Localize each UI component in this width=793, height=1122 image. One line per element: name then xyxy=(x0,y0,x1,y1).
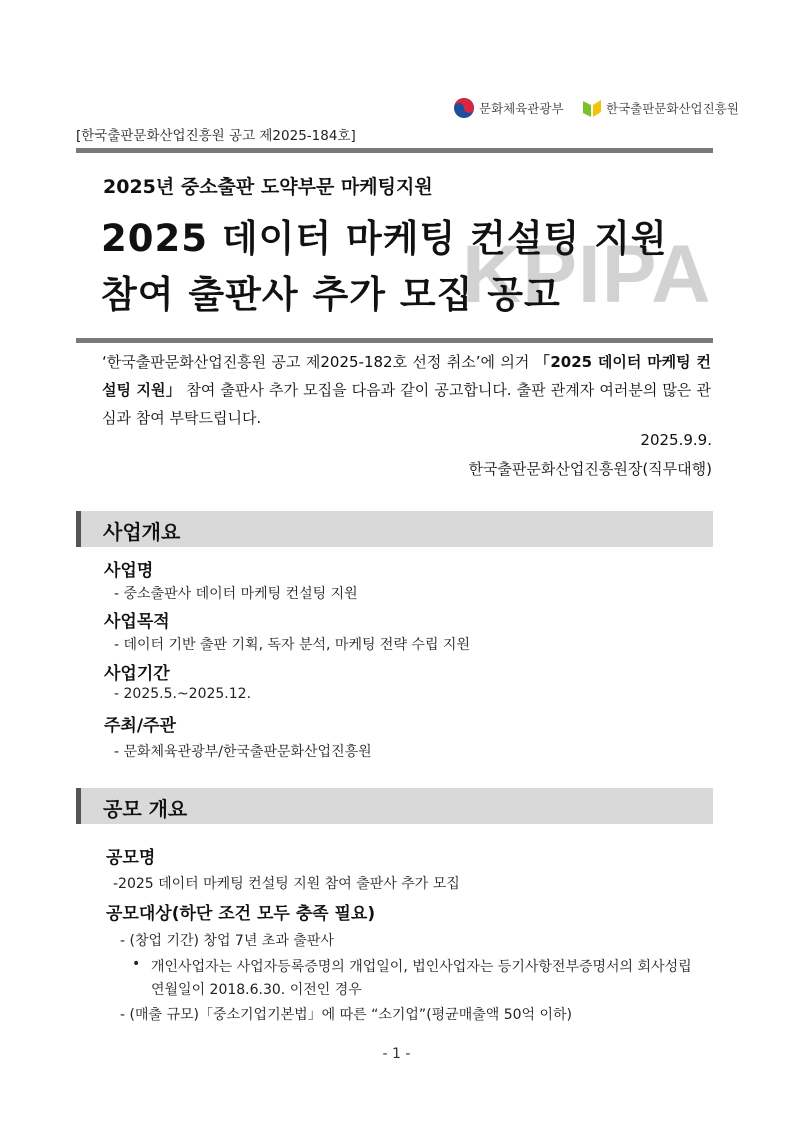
call-name-text: -2025 데이터 마케팅 컨설팅 지원 참여 출판사 추가 모집 xyxy=(113,876,460,892)
notice-signer: 한국출판문화산업진흥원장(직무대행) xyxy=(468,460,712,478)
item-heading: 사업목적 xyxy=(104,612,170,632)
bullet-text-line2: 연월일이 2018.6.30. 이전인 경우 xyxy=(151,982,362,998)
call-name-heading: 공모명 xyxy=(106,848,156,868)
agency-logo xyxy=(581,97,739,119)
ministry-logo xyxy=(453,97,564,119)
item-heading: 사업명 xyxy=(104,561,154,581)
call-target-heading: 공모대상(하단 조건 모두 충족 필요) xyxy=(106,904,376,924)
section-business-overview xyxy=(76,511,713,547)
item-text: - 2025.5.~2025.12. xyxy=(114,686,252,702)
item-heading: 사업기간 xyxy=(104,664,170,684)
item-heading: 주최/주관 xyxy=(104,716,176,736)
kpipa-watermark: KPIPA xyxy=(462,229,712,320)
section-title: 공모 개요 xyxy=(103,797,188,821)
section-edge xyxy=(76,788,81,824)
agency-logo-text: 한국출판문화산업진흥원 xyxy=(606,101,739,116)
target-condition-revenue: - (매출 규모)「중소기업기본법」에 따른 “소기업”(평균매출액 50억 이하) xyxy=(120,1007,573,1023)
document-title-line1: 2025 데이터 마케팅 컨설팅 지원 xyxy=(101,217,668,260)
taegeuk-icon xyxy=(453,97,475,119)
section-title: 사업개요 xyxy=(103,520,181,544)
section-call-overview xyxy=(76,788,713,824)
page-number: - 1 - xyxy=(382,1046,411,1062)
item-text: - 중소출판사 데이터 마케팅 컨설팅 지원 xyxy=(114,586,358,602)
document-title-line2: 참여 출판사 추가 모집 공고 xyxy=(101,273,561,316)
intro-text-part1: ‘한국출판문화산업진흥원 공고 제2025-182호 선정 취소’에 의거 xyxy=(102,353,535,371)
intro-paragraph xyxy=(102,348,711,432)
ministry-logo-text: 문화체육관광부 xyxy=(479,101,564,116)
notice-number: [한국출판문화산업진흥원 공고 제2025-184호] xyxy=(76,128,356,144)
target-condition-founding: - (창업 기간) 창업 7년 초과 출판사 xyxy=(120,933,334,949)
item-text: - 데이터 기반 출판 기획, 독자 분석, 마케팅 전략 수립 지원 xyxy=(114,637,470,653)
top-rule xyxy=(76,148,713,153)
section-edge xyxy=(76,511,81,547)
intro-program-name: 「2025 데이터 마케팅 컨설팅 지원」 xyxy=(102,353,711,399)
bullet-text-line1: 개인사업자는 사업자등록증명의 개업일이, 법인사업자는 등기사항전부증명서의 회사성립 xyxy=(151,959,692,975)
document-subtitle: 2025년 중소출판 도약부문 마케팅지원 xyxy=(103,176,433,198)
item-text: - 문화체육관광부/한국출판문화산업진흥원 xyxy=(114,744,372,760)
book-leaf-icon xyxy=(581,97,603,119)
notice-date: 2025.9.9. xyxy=(640,431,712,449)
intro-text-part2: 참여 출판사 추가 모집을 다음과 같이 공고합니다. 출판 관계자 여러분의 많은 관심과 참여 부탁드립니다. xyxy=(102,381,712,427)
title-bottom-rule xyxy=(76,338,713,343)
bullet-mark: • xyxy=(132,956,141,972)
